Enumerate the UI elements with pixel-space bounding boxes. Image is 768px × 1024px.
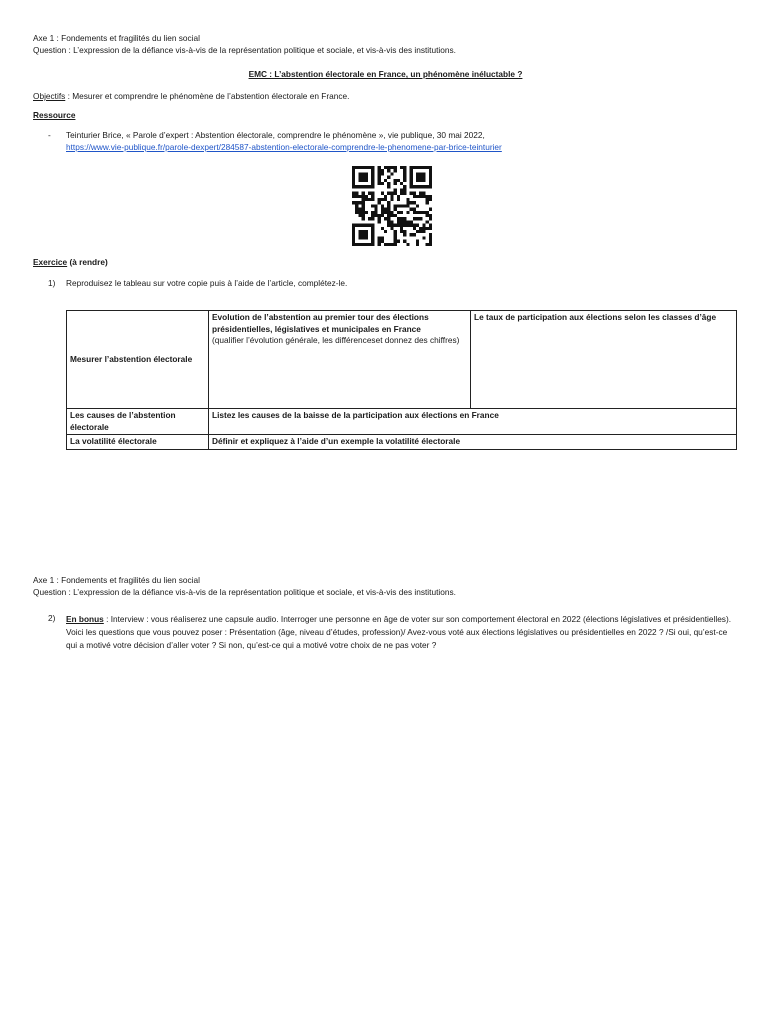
item-1-text: Reproduisez le tableau sur votre copie puis à l’aide de l’article, complétez-le. (66, 278, 348, 288)
table-row-label: Les causes de l’abstention électorale (67, 409, 209, 435)
axe-line: Axe 1 : Fondements et fragilités du lien social (33, 33, 200, 43)
qr-code-image (352, 166, 432, 246)
evolution-note: (qualifier l’évolution générale, les différenceset donnez des chiffres) (212, 335, 460, 346)
exercise-table (66, 310, 737, 450)
bonus-label: En bonus (66, 614, 104, 624)
table-cell-volatilite: Définir et expliquez à l’aide d’un exemple la volatilité électorale (209, 435, 737, 450)
bonus-paragraph (66, 613, 738, 652)
objectifs-label: Objectifs (33, 91, 66, 101)
ressource-citation: Teinturier Brice, « Parole d’expert : Abstention électorale, comprendre le phénomène », vie publique, 30 mai 2022, (66, 130, 485, 140)
ressource-heading: Ressource (33, 110, 76, 120)
table-row-label: Mesurer l’abstention électorale (67, 311, 209, 409)
objectifs-text: : Mesurer et comprendre le phénomène de l’abstention électorale en France. (65, 91, 350, 101)
table-cell-evolution (209, 311, 471, 409)
table-row-label: La volatilité électorale (67, 435, 209, 450)
header-section-1 (33, 33, 738, 56)
question-line: Question : L’expression de la défiance vis-à-vis de la représentation politique et sociale, et vis-à-vis des institutions. (33, 44, 456, 55)
ressource-link[interactable]: https://www.vie-publique.fr/parole-dexpert/284587-abstention-electorale-comprendre-le-phenomene-par-brice-teinturier (66, 141, 502, 152)
header-section-2 (33, 575, 738, 598)
table-row (67, 311, 737, 409)
ressource-bullet: - (48, 130, 51, 140)
document-title: EMC : L’abstention électorale en France, un phénomène inéluctable ? (248, 69, 523, 79)
table-cell-participation: Le taux de participation aux élections selon les classes d’âge (471, 311, 737, 409)
table-cell-causes: Listez les causes de la baisse de la participation aux élections en France (209, 409, 737, 435)
bonus-text: : Interview : vous réaliserez une capsule audio. Interroger une personne en âge de voter sur son comportement électoral en 2022 (élections législatives et présidentielles). Voici les questions que vous pouvez poser : Présentation (âge, niveau d’études, profession)/ Avez-vous voté aux élections législatives ou présidentielles en 2022 ? /Si oui, qu’est-ce qui a motivé votre décision d’aller voter ? Si non, qu’est-ce qui a motivé votre choix de ne pas voter ? (66, 614, 732, 650)
ressource-item (66, 130, 738, 153)
evolution-heading: Evolution de l’abstention au premier tour des élections présidentielles, législatives et municipales en France (212, 312, 429, 334)
exercice-label: Exercice (33, 257, 68, 267)
item-1-number: 1) (48, 278, 56, 288)
question-line: Question : L’expression de la défiance vis-à-vis de la représentation politique et sociale, et vis-à-vis des institutions. (33, 586, 456, 597)
table-row (67, 435, 737, 450)
axe-line: Axe 1 : Fondements et fragilités du lien social (33, 575, 200, 585)
table-row (67, 409, 737, 435)
exercice-heading (33, 257, 738, 269)
exercice-suffix: (à rendre) (67, 257, 108, 267)
item-2-number: 2) (48, 613, 56, 623)
objectifs-line (33, 91, 738, 103)
